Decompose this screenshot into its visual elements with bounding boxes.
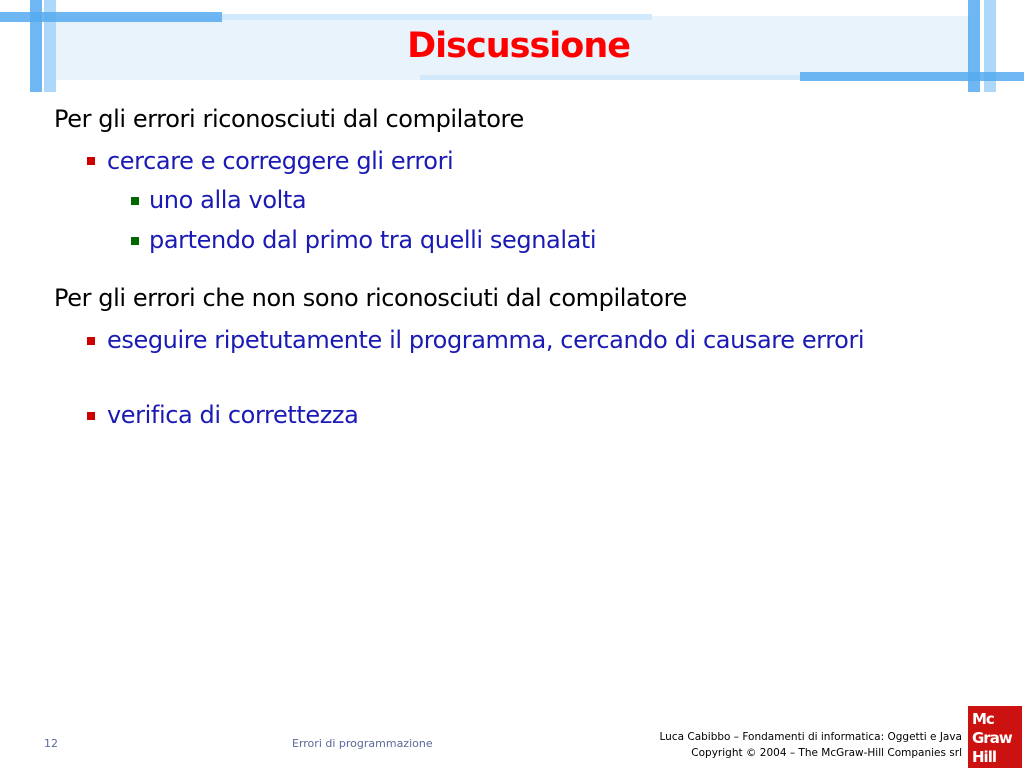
footer-copyright-line: Copyright © 2004 – The McGraw-Hill Companies srl	[691, 747, 962, 759]
bullet-square-icon	[87, 412, 95, 420]
sub-list-item: partendo dal primo tra quelli segnalati	[149, 226, 597, 254]
page-number: 12	[44, 737, 58, 750]
mcgraw-hill-logo	[968, 706, 1022, 768]
logo-text-line: Hill	[972, 748, 996, 766]
list-item: cercare e correggere gli errori	[107, 147, 454, 175]
list-item: eseguire ripetutamente il programma, cercando di causare errori	[107, 326, 865, 354]
list-item: verifica di correttezza	[107, 401, 359, 429]
bullet-square-icon	[131, 197, 139, 205]
bullet-square-icon	[87, 157, 95, 165]
decor-hline-bottom	[800, 72, 1024, 81]
section-heading: Per gli errori riconosciuti dal compilatore	[54, 105, 524, 133]
sub-list-item: uno alla volta	[149, 186, 307, 214]
footer-credit-line: Luca Cabibbo – Fondamenti di informatica: Oggetti e Java	[659, 731, 962, 743]
section-heading: Per gli errori che non sono riconosciuti dal compilatore	[54, 284, 687, 312]
bullet-square-icon	[131, 237, 139, 245]
footer-topic: Errori di programmazione	[292, 737, 433, 750]
decor-hline-top	[0, 12, 222, 22]
decor-hline-top-2	[222, 14, 652, 20]
decor-hline-bottom-2	[420, 75, 800, 80]
logo-text-line: Mc	[972, 710, 994, 728]
slide-title: Discussione	[407, 26, 630, 66]
bullet-square-icon	[87, 337, 95, 345]
footer-credits	[660, 729, 963, 761]
logo-text-line: Graw	[972, 729, 1012, 747]
